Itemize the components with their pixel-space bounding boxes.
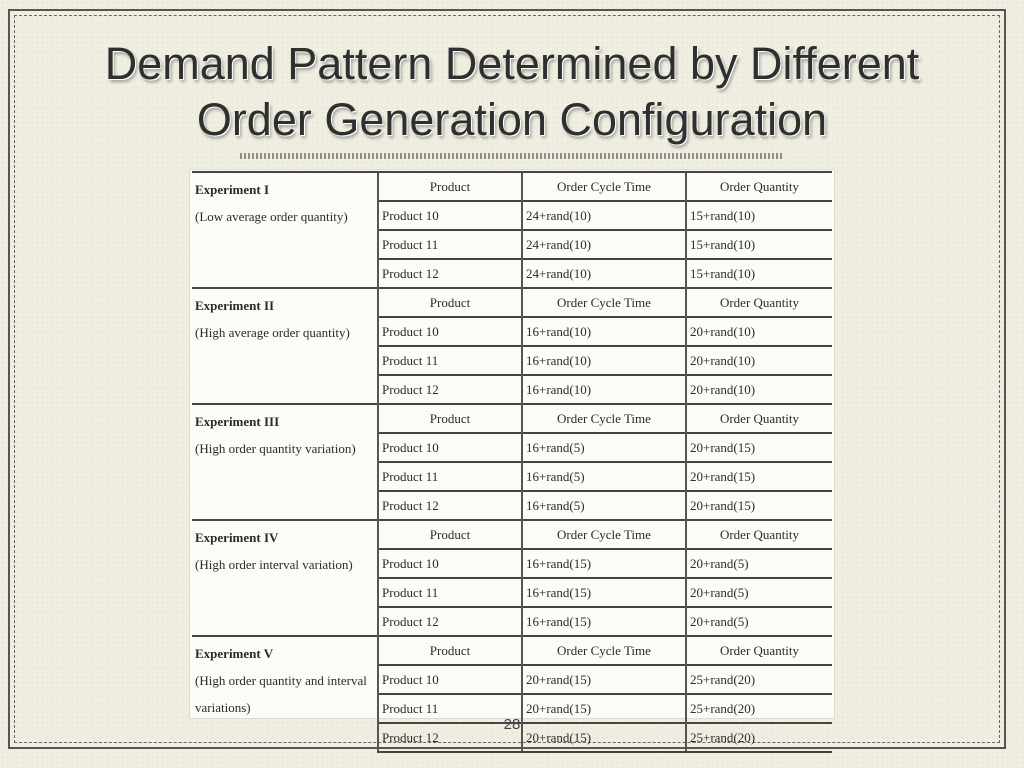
table-header-row xyxy=(192,288,832,317)
title-line-1: Demand Pattern Determined by Different xyxy=(104,38,920,89)
product-cell: Product 10 xyxy=(378,201,522,230)
product-cell: Product 10 xyxy=(378,433,522,462)
product-cell: Product 12 xyxy=(378,375,522,404)
table-header-row xyxy=(192,520,832,549)
order-cycle-time-cell: 16+rand(10) xyxy=(522,375,686,404)
table-header-row xyxy=(192,404,832,433)
column-header: Order Quantity xyxy=(686,172,832,201)
title-line-2: Order Generation Configuration xyxy=(196,94,828,145)
experiment-description: (High order interval variation) xyxy=(195,557,353,572)
column-header: Order Cycle Time xyxy=(522,520,686,549)
experiment-table-body xyxy=(192,172,832,752)
order-cycle-time-cell: 16+rand(5) xyxy=(522,491,686,520)
order-cycle-time-cell: 16+rand(10) xyxy=(522,346,686,375)
order-quantity-cell: 20+rand(15) xyxy=(686,491,832,520)
order-cycle-time-cell: 16+rand(15) xyxy=(522,549,686,578)
order-cycle-time-cell: 16+rand(5) xyxy=(522,462,686,491)
column-header: Order Quantity xyxy=(686,520,832,549)
order-cycle-time-cell: 16+rand(15) xyxy=(522,607,686,636)
experiment-name: Experiment IV xyxy=(195,530,279,545)
experiment-name: Experiment V xyxy=(195,646,274,661)
column-header: Order Quantity xyxy=(686,288,832,317)
column-header: Order Cycle Time xyxy=(522,404,686,433)
order-cycle-time-cell: 16+rand(15) xyxy=(522,578,686,607)
experiment-name: Experiment II xyxy=(195,298,275,313)
table-header-row xyxy=(192,172,832,201)
order-quantity-cell: 25+rand(20) xyxy=(686,723,832,752)
column-header: Order Cycle Time xyxy=(522,636,686,665)
column-header: Order Cycle Time xyxy=(522,172,686,201)
order-quantity-cell: 15+rand(10) xyxy=(686,259,832,288)
order-quantity-cell: 20+rand(5) xyxy=(686,578,832,607)
column-header: Product xyxy=(378,404,522,433)
order-cycle-time-cell: 16+rand(5) xyxy=(522,433,686,462)
experiment-description: (Low average order quantity) xyxy=(195,209,348,224)
order-quantity-cell: 15+rand(10) xyxy=(686,230,832,259)
product-cell: Product 11 xyxy=(378,578,522,607)
product-cell: Product 10 xyxy=(378,317,522,346)
experiment-description: (High order quantity variation) xyxy=(195,441,356,456)
experiment-name: Experiment I xyxy=(195,182,270,197)
order-quantity-cell: 25+rand(20) xyxy=(686,694,832,723)
order-cycle-time-cell: 24+rand(10) xyxy=(522,259,686,288)
product-cell: Product 11 xyxy=(378,694,522,723)
product-cell: Product 12 xyxy=(378,723,522,752)
experiment-label-cell xyxy=(192,520,378,636)
order-quantity-cell: 20+rand(5) xyxy=(686,549,832,578)
table-header-row xyxy=(192,636,832,665)
order-quantity-cell: 20+rand(10) xyxy=(686,375,832,404)
order-quantity-cell: 25+rand(20) xyxy=(686,665,832,694)
experiment-description: (High average order quantity) xyxy=(195,325,350,340)
order-cycle-time-cell: 16+rand(10) xyxy=(522,317,686,346)
product-cell: Product 11 xyxy=(378,230,522,259)
order-quantity-cell: 20+rand(15) xyxy=(686,462,832,491)
column-header: Product xyxy=(378,172,522,201)
order-cycle-time-cell: 20+rand(15) xyxy=(522,723,686,752)
experiment-table xyxy=(192,171,832,753)
column-header: Product xyxy=(378,636,522,665)
column-header: Order Quantity xyxy=(686,636,832,665)
product-cell: Product 11 xyxy=(378,346,522,375)
experiment-name: Experiment III xyxy=(195,414,280,429)
product-cell: Product 10 xyxy=(378,665,522,694)
column-header: Product xyxy=(378,520,522,549)
experiment-label-cell xyxy=(192,636,378,752)
order-quantity-cell: 20+rand(10) xyxy=(686,346,832,375)
order-cycle-time-cell: 20+rand(15) xyxy=(522,694,686,723)
title-divider xyxy=(240,153,784,159)
order-quantity-cell: 20+rand(5) xyxy=(686,607,832,636)
order-quantity-cell: 20+rand(10) xyxy=(686,317,832,346)
product-cell: Product 11 xyxy=(378,462,522,491)
order-cycle-time-cell: 24+rand(10) xyxy=(522,230,686,259)
product-cell: Product 12 xyxy=(378,259,522,288)
page-number: 28 xyxy=(503,716,521,733)
experiment-label-cell xyxy=(192,404,378,520)
order-quantity-cell: 15+rand(10) xyxy=(686,201,832,230)
experiment-label-cell xyxy=(192,172,378,288)
column-header: Product xyxy=(378,288,522,317)
order-cycle-time-cell: 24+rand(10) xyxy=(522,201,686,230)
order-quantity-cell: 20+rand(15) xyxy=(686,433,832,462)
product-cell: Product 10 xyxy=(378,549,522,578)
column-header: Order Cycle Time xyxy=(522,288,686,317)
product-cell: Product 12 xyxy=(378,491,522,520)
experiment-label-cell xyxy=(192,288,378,404)
column-header: Order Quantity xyxy=(686,404,832,433)
slide-title xyxy=(40,36,984,148)
product-cell: Product 12 xyxy=(378,607,522,636)
experiment-description: (High order quantity and interval variations) xyxy=(195,673,367,715)
order-cycle-time-cell: 20+rand(15) xyxy=(522,665,686,694)
